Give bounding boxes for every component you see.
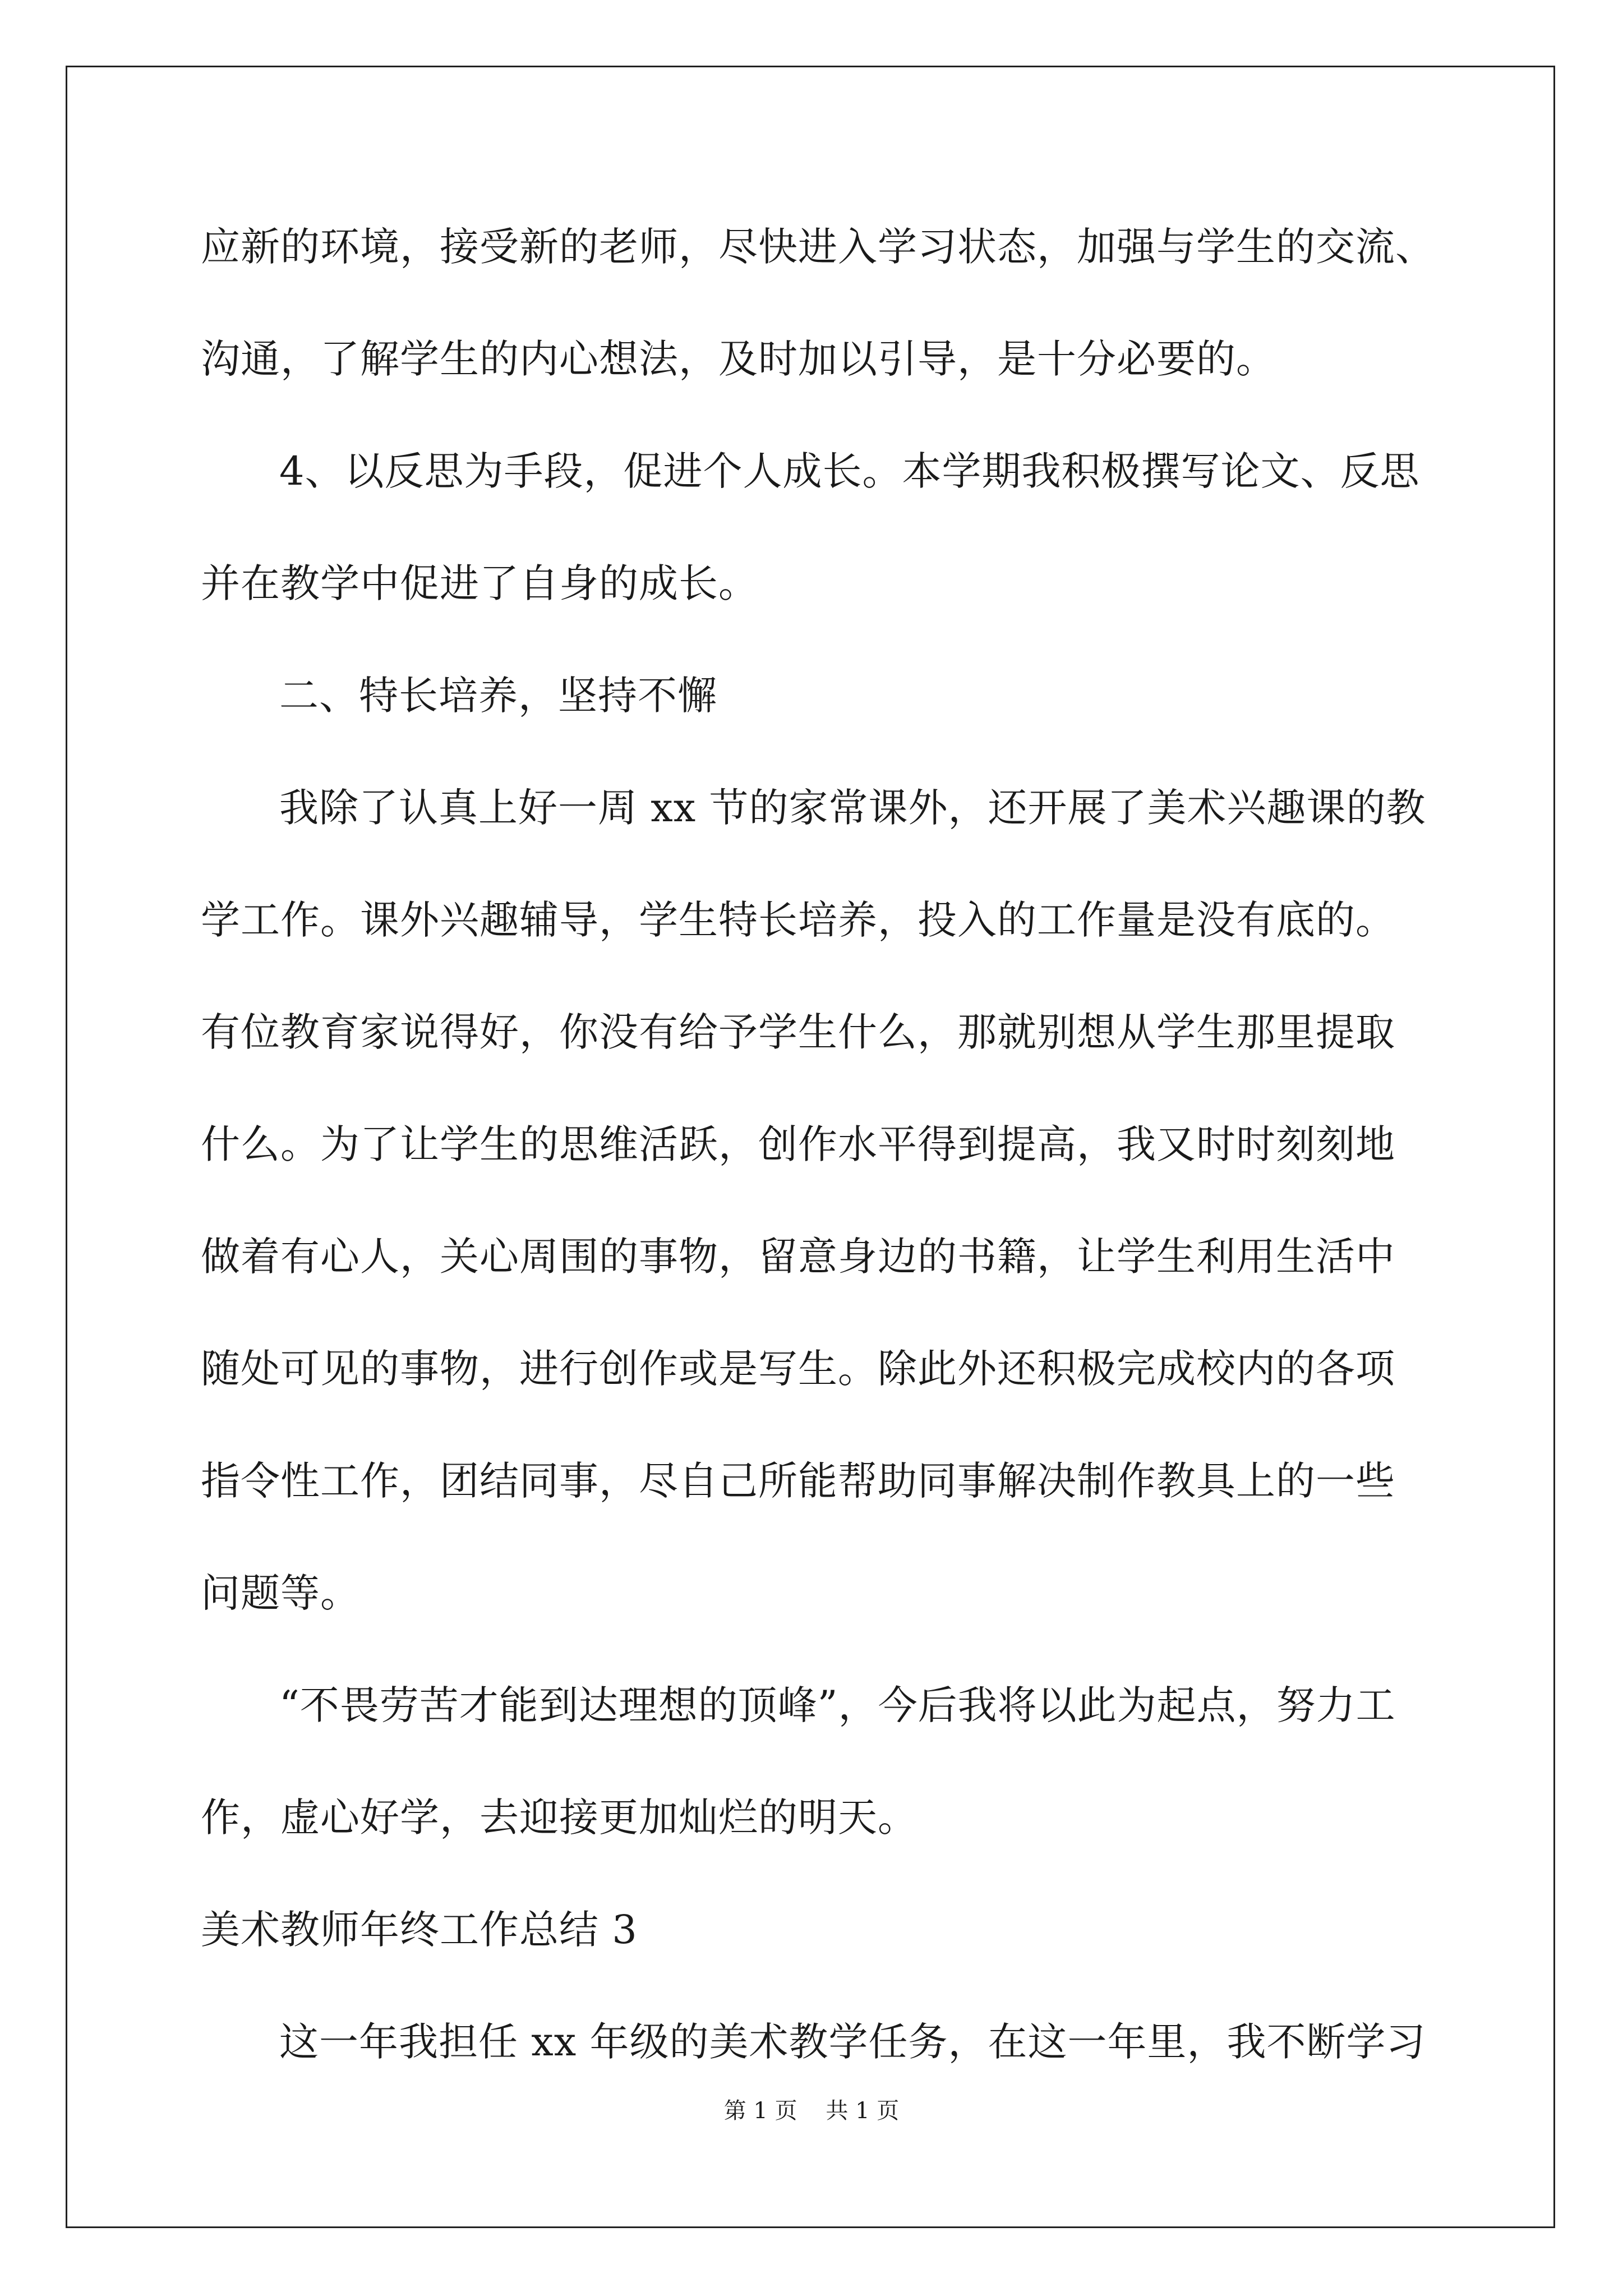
text-line: 学工作。课外兴趣辅导，学生特长培养，投入的工作量是没有底的。 [201,897,1395,943]
text-line: “不畏劳苦才能到达理想的顶峰”，今后我将以此为起点，努力工 [279,1682,1396,1728]
text-line: 问题等。 [201,1570,360,1616]
text-line: 这一年我担任 xx 年级的美术教学任务，在这一年里，我不断学习 [279,2019,1426,2065]
text-line: 有位教育家说得好，你没有给予学生什么，那就别想从学生那里提取 [201,1009,1395,1055]
text-line: 我除了认真上好一周 xx 节的家常课外，还开展了美术兴趣课的教 [279,785,1426,831]
text-line: 沟通，了解学生的内心想法，及时加以引导，是十分必要的。 [201,336,1276,382]
section-heading: 二、特长培养，坚持不懈 [279,673,717,719]
text-line: 做着有心人，关心周围的事物，留意身边的书籍，让学生利用生活中 [201,1234,1395,1280]
document-body [201,191,1435,2098]
text-line: 应新的环境，接受新的老师，尽快进入学习状态，加强与学生的交流、 [201,224,1435,270]
text-line: 什么。为了让学生的思维活跃，创作水平得到提高，我又时时刻刻地 [201,1121,1395,1167]
text-line: 作，虚心好学，去迎接更加灿烂的明天。 [201,1795,917,1841]
text-line: 指令性工作，团结同事，尽自己所能帮助同事解决制作教具上的一些 [201,1458,1395,1504]
text-line: 4、以反思为手段，促进个人成长。本学期我积极撰写论文、反思 [279,448,1420,494]
page-number-footer: 第 1 页 共 1 页 [723,2098,900,2124]
text-line: 并在教学中促进了自身的成长。 [201,560,758,606]
document-title: 美术教师年终工作总结 3 [201,1907,638,1953]
text-line: 随处可见的事物，进行创作或是写生。除此外还积极完成校内的各项 [201,1346,1395,1392]
